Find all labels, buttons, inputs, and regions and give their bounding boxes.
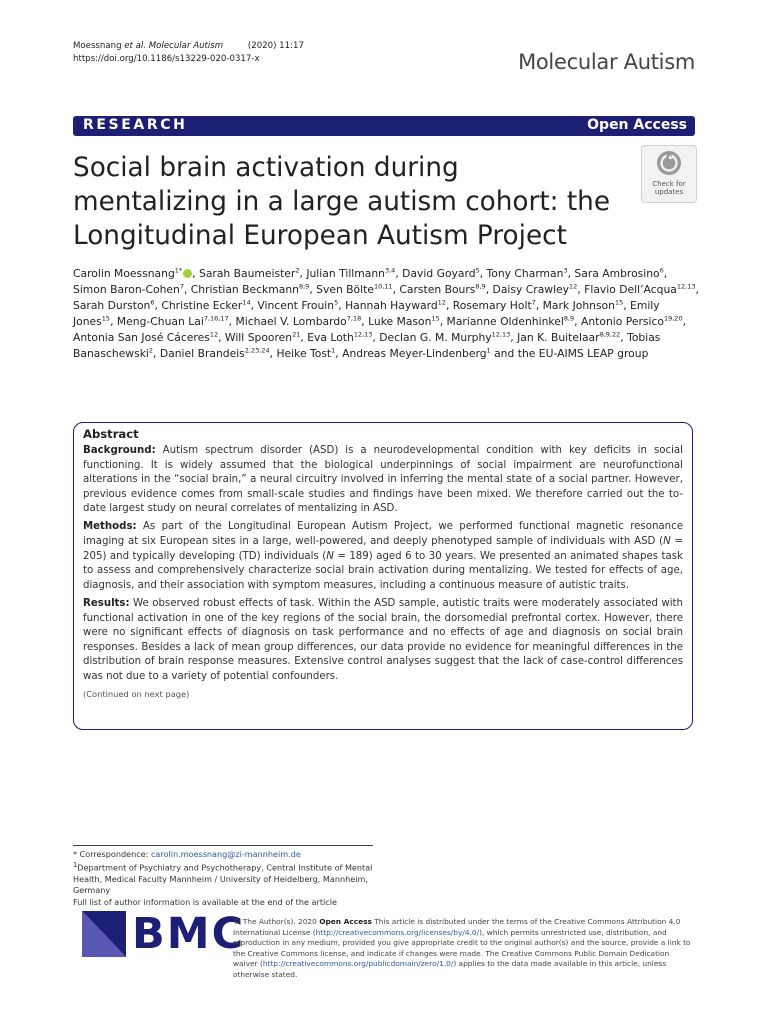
correspondence-label: * Correspondence: bbox=[73, 849, 151, 859]
affiliation-sup: 12,13 bbox=[676, 282, 696, 291]
full-list-note: Full list of author information is available at the end of the article bbox=[73, 896, 337, 907]
article-title: Social brain activation during mentalizing in a large autism cohort: the Longitudinal European Autism Project bbox=[73, 153, 611, 251]
methods-label: Methods: bbox=[83, 521, 137, 533]
affiliation-sup: 2 bbox=[148, 346, 154, 355]
affiliation-sup: 7,18 bbox=[346, 314, 362, 323]
check-for-updates-badge[interactable] bbox=[641, 145, 697, 203]
cc-zero-license-link[interactable]: http://creativecommons.org/publicdomain/zero/1.0/ bbox=[262, 959, 454, 969]
author-name: , Emily Jones bbox=[73, 299, 660, 328]
author-name: , Christian Beckmann bbox=[183, 283, 299, 296]
header-journal: et al. Molecular Autism bbox=[124, 41, 224, 51]
affiliation-sup: 12 bbox=[437, 298, 446, 307]
affiliation-sup: 1 bbox=[331, 346, 336, 355]
affiliation-sup: 3,4 bbox=[384, 266, 396, 275]
affiliation-sup: 19,20 bbox=[663, 314, 683, 323]
affiliation-sup: 12,13 bbox=[353, 330, 373, 339]
header-volume: (2020) 11:17 bbox=[247, 41, 304, 51]
license-statement bbox=[233, 917, 695, 981]
footnotes bbox=[73, 849, 373, 908]
n-symbol: N bbox=[326, 550, 334, 562]
header-author: Moessnang bbox=[73, 41, 122, 51]
affiliation-sup: 6 bbox=[150, 298, 155, 307]
affiliation-sup: 10,11 bbox=[373, 282, 393, 291]
abstract-heading: Abstract bbox=[83, 427, 139, 441]
license-text: ) applies to the data made available in this article, unless otherwise stated. bbox=[233, 959, 667, 979]
affiliation-sup: 8,9,22 bbox=[599, 330, 621, 339]
affiliation-sup: 8,9 bbox=[475, 282, 486, 291]
results-label: Results: bbox=[83, 597, 130, 609]
author-name: , Daisy Crawley bbox=[485, 283, 570, 296]
author-name: , Sarah Durston bbox=[73, 283, 699, 312]
background-label: Background: bbox=[83, 445, 156, 456]
author-name: , Heike Tost bbox=[269, 347, 332, 360]
affiliation-sup: 15 bbox=[614, 298, 624, 307]
header-doi[interactable]: https://doi.org/10.1186/s13229-020-0317-x bbox=[73, 54, 260, 64]
affiliation-sup: 6 bbox=[659, 266, 664, 275]
open-access-label: Open Access bbox=[587, 117, 687, 133]
author-name: , Antonia San José Cáceres bbox=[73, 315, 686, 344]
author-name: , Julian Tillmann bbox=[299, 267, 385, 280]
affiliation-sup: 8,9 bbox=[563, 314, 575, 323]
license-open-access: Open Access bbox=[319, 917, 372, 926]
affiliation-sup: 1 bbox=[486, 346, 491, 355]
author-name: , Michael V. Lombardo bbox=[228, 315, 347, 328]
author-name: , Will Spooren bbox=[218, 331, 293, 344]
author-name: , Tobias Banaschewski bbox=[73, 331, 661, 360]
author-name: , Sven Bölte bbox=[309, 283, 374, 296]
author-name: , Christine Ecker bbox=[154, 299, 243, 312]
methods-text: As part of the Longitudinal European Autism Project, we performed functional magnetic resonance imaging at six European sites in a large, well-powered, and deeply phenotyped sample of individuals with ASD ( bbox=[83, 521, 683, 548]
affiliation-sup: 1 bbox=[73, 861, 78, 870]
cc-by-license-link[interactable]: http://creativecommons.org/licenses/by/4.0/ bbox=[315, 927, 480, 937]
badge-line-2: updates bbox=[654, 188, 684, 196]
author-name: , David Goyard bbox=[395, 267, 476, 280]
author-name: , Daniel Brandeis bbox=[153, 347, 245, 360]
article-type-label: RESEARCH bbox=[83, 117, 188, 133]
affiliation-sup: 7 bbox=[531, 298, 536, 307]
affiliation-sup: 2,23,24 bbox=[244, 346, 270, 355]
affiliation-note bbox=[73, 860, 373, 896]
author-name: , Marianne Oldenhinkel bbox=[439, 315, 564, 328]
affiliation-sup: 2 bbox=[295, 266, 300, 275]
author-name: and the EU-AIMS LEAP group bbox=[490, 347, 649, 360]
affiliation-sup: 5 bbox=[334, 298, 339, 307]
author-name: , Carsten Bours bbox=[392, 283, 476, 296]
author-name: , Sarah Baumeister bbox=[192, 267, 296, 280]
author-name: , Hannah Hayward bbox=[338, 299, 438, 312]
affiliation-sup: 12 bbox=[209, 330, 219, 339]
n-symbol: N bbox=[663, 536, 671, 548]
affiliation-sup: 5 bbox=[475, 266, 480, 275]
affiliation-sup: 7,16,17 bbox=[203, 314, 229, 323]
affiliation-sup: 8,9 bbox=[298, 282, 310, 291]
orcid-icon[interactable] bbox=[183, 269, 192, 278]
affiliation-sup: 1* bbox=[174, 266, 183, 275]
affiliation-sup: 3 bbox=[563, 266, 568, 275]
license-text: © The Author(s). 2020 bbox=[233, 917, 320, 926]
author-name: , Vincent Frouin bbox=[250, 299, 335, 312]
author-name[interactable]: Carolin Moessnang bbox=[73, 267, 175, 280]
check-updates-icon bbox=[656, 150, 682, 176]
running-header bbox=[73, 40, 304, 66]
abstract-methods bbox=[83, 520, 683, 593]
affiliation-sup: 21 bbox=[292, 330, 301, 339]
author-name: , Sara Ambrosino bbox=[567, 267, 660, 280]
methods-text: = 189) aged 6 to 30 years. We presented an animated shapes task to assess and comprehensively characterize social brain activation during mentalizing. We tested for effects of age, diagnosis, and their association with symptom measures, including a continuous measure of autistic traits. bbox=[83, 550, 683, 591]
author-name: , Eva Loth bbox=[300, 331, 354, 344]
affiliation-sup: 7 bbox=[179, 282, 184, 291]
affiliation-text: Department of Psychiatry and Psychotherapy, Central Institute of Mental Health, Medical Faculty Mannheim / University of Heidelberg, Mannheim, Germany bbox=[73, 862, 373, 896]
author-name: , Luke Mason bbox=[361, 315, 432, 328]
footnote-divider bbox=[73, 845, 373, 846]
author-name: , Simon Baron-Cohen bbox=[73, 267, 668, 296]
background-text: Autism spectrum disorder (ASD) is a neurodevelopmental condition with key deficits in social functioning. It is widely assumed that the biological underpinnings of social impairment are neurofunctional alterations in the “social brain,” a neural circuitry involved in inferring the mental state of a social partner. However, previous evidence comes from small-scale studies and findings have been mixed. We therefore carried out the to-date largest study on neural correlates of mentalizing in ASD. bbox=[83, 445, 683, 515]
affiliation-sup: 12 bbox=[569, 282, 578, 291]
results-text: We observed robust effects of task. Within the ASD sample, autistic traits were moderately associated with functional activation in one of the key regions of the social brain, the dorsomedial prefrontal cortex. However, there were no significant effects of diagnosis on task performance and no effects of age and diagnosis on social brain responses. Besides a lack of mean group differences, our data provide no evidence for meaningful differences in the distribution of brain response measures. Extensive control analyses suggest that the lack of case-control differences was not due to a variety of potential confounders. bbox=[83, 597, 683, 682]
abstract-background bbox=[83, 444, 683, 517]
methods-text: = 205) and typically developing (TD) individuals ( bbox=[83, 536, 683, 562]
continued-note: (Continued on next page) bbox=[83, 689, 190, 699]
article-type-banner bbox=[73, 116, 695, 136]
author-name: , Jan K. Buitelaar bbox=[510, 331, 600, 344]
author-name: , Andreas Meyer-Lindenberg bbox=[335, 347, 487, 360]
correspondence bbox=[73, 849, 373, 860]
affiliation-sup: 15 bbox=[101, 314, 111, 323]
journal-name: Molecular Autism bbox=[518, 50, 695, 74]
license-text: This article is distributed under the terms of the Creative Commons Attribution 4.0 International License ( bbox=[233, 917, 681, 937]
affiliation-sup: 14 bbox=[242, 298, 251, 307]
affiliation-sup: 12,13 bbox=[491, 330, 511, 339]
abstract-results bbox=[83, 597, 683, 685]
bmc-logo-text: BMC bbox=[132, 909, 246, 959]
correspondence-email-link[interactable]: carolin.moessnang@zi-mannheim.de bbox=[150, 849, 301, 859]
author-name: , Antonio Persico bbox=[574, 315, 664, 328]
author-name: , Rosemary Holt bbox=[445, 299, 532, 312]
author-name: , Declan G. M. Murphy bbox=[372, 331, 492, 344]
affiliation-sup: 15 bbox=[431, 314, 440, 323]
author-name: , Meng-Chuan Lai bbox=[110, 315, 204, 328]
author-name: , Mark Johnson bbox=[535, 299, 615, 312]
author-name: , Flavio Dell’Acqua bbox=[577, 283, 677, 296]
author-name: , Tony Charman bbox=[479, 267, 564, 280]
abstract-box bbox=[73, 422, 693, 730]
author-list bbox=[73, 266, 703, 362]
license-text: ), which permits unrestricted use, distribution, and reproduction in any medium, provided you give appropriate credit to the original author(s) and the source, provide a link to the Creative Commons license, and indicate if changes were made. The Creative Commons Public Domain Dedication waiver ( bbox=[233, 927, 691, 969]
badge-line-1: Check for bbox=[652, 180, 686, 188]
